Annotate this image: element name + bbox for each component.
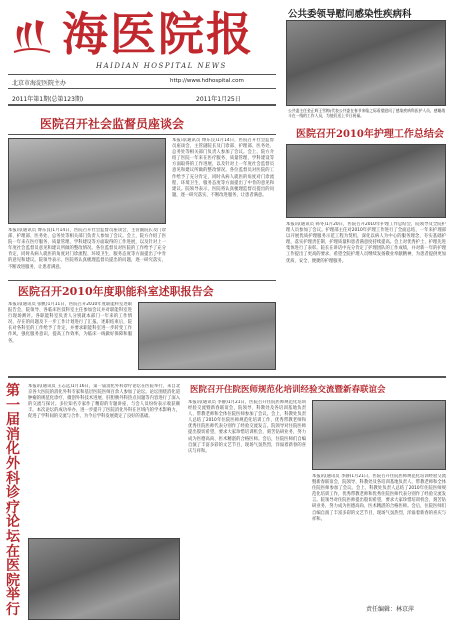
masthead-sponsor: 北京市海淀医院主办 — [12, 80, 67, 87]
masthead-title: 海医院报 — [62, 7, 254, 61]
supervisor-rule — [8, 134, 276, 135]
duty-headline: 医院召开2010年度职能科室述职报告会 — [18, 285, 214, 298]
masthead-logo-icon — [12, 16, 52, 56]
masthead-date: 2011年1月25日 — [196, 96, 241, 103]
nursing-text: 本报讯(通讯员 韩冬)1月20日，医院召开2010年护理工作总结会，院领导及全院护理人员参加了会议。护理部主任对2010年护理工作进行了全面总结，一年来护理部以开展优质护理服务示范工程为契机，深化以病人为中心的服务理念，夯实基础护理，落实护理责任制，护理质量和患者满意度持续提高。会上对优秀护士、护理先进集体进行了表彰。院长在讲话中充分肯定了护理团队的工作成绩，并对新一年的护理工作提出了更高的要求，希望全院护理人员继续发扬敬业奉献精神，为患者提供更加优质、安全、便捷的护理服务。 — [286, 222, 446, 264]
masthead-rule-2 — [8, 88, 276, 89]
supervisor-headline: 医院召开社会监督员座谈会 — [40, 117, 185, 131]
masthead-rule-3 — [8, 104, 276, 106]
surgery-headline: 第一届消化外科诊疗论坛在医院举行 — [6, 383, 20, 618]
surgery-photo — [28, 538, 180, 620]
duty-photo — [138, 302, 276, 370]
surgery-text: 本报讯(通讯员 王志远)1月16日，第一届消化外科诊疗论坛在医院举行，来自北京各大医院的消化外科专家和基层医院医师百余人参加了论坛。论坛围绕消化道肿瘤的规范化诊疗、微创外科技术进展、肝胆胰外科热点问题等内容进行了深入的交流与探讨。多位知名专家作了精彩的专题讲座，与会人员纷纷表示收获颇丰。本次论坛的成功举办，进一步提升了医院消化外科在区域内的学术影响力，促进了学科间的交流与合作，为今后学科发展奠定了良好的基础。 — [28, 384, 180, 420]
masthead-website: http://www.hdhospital.com — [170, 78, 244, 84]
surgery-top-rule — [8, 376, 446, 378]
top-right-caption: 公共委主任金正辉王雪梅(代表公共委在春节来临之际看望慰问了感染疾病科医护人员，感谢战斗在一线的工作人员，为他们送上节日祝福。 — [288, 108, 446, 118]
editor-credit: 责任编辑：林京萍 — [366, 606, 415, 613]
nursing-photo — [286, 144, 446, 218]
resident-text-cont: 本报讯(通讯员 李静)1月21日，医院召开住院医师规范化培训经验交流暨新春联谊会，院领导、科教处及各培训基地负责人、带教老师和全体住院医师参加了会议。会上，科教处负责人总结了2010年住院医师规范化培训工作，优秀带教老师和优秀住院医师代表分别作了经验交流发言。院领导对住院医师提出殷切希望，要求大家珍惜培训机会，刻苦钻研业务，努力成为医德高尚、医术精湛的合格医师。会后，住院医师们自编自演了丰富多彩的文艺节目，现场气氛热烈，洋溢着新春的喜庆与祥和。 — [312, 474, 446, 522]
supervisor-text-cont: 本报讯(通讯员 傅东良)1月14日，医院召开社会监督员座谈会，主管副院长及门诊部、护理部、医务处、总务处等相关部门负责人参加了会议。会上，院方介绍了医院一年来在医疗服务、质量管理、学科建设等方面取得的工作进展，以及针对上一年度社会监督员意见和建议所做的整改情况。各位监督员对医院的工作给予了充分肯定，同时从病人就医的角度对门诊流程、环境卫生、服务态度等方面提出了中肯的意见和建议。院领导表示，医院将认真梳理监督员提出的问题，逐一研究落实，不断改进服务，让患者满意。 — [8, 228, 166, 270]
nursing-headline: 医院召开2010年护理工作总结会 — [296, 129, 444, 140]
supervisor-photo — [8, 138, 166, 224]
masthead-rule — [8, 74, 276, 75]
duty-text: 本报讯(通讯员 张帆)1月11日，医院召开2010年度职能科室述职报告会，院领导、各临床医技科室主任参加会议并对职能科室进行现场测评。各职能科室负责人分别就本部门一年来的工作情况、存在的问题及下一步工作计划进行了汇报。述职结束后，院长对各科室的工作给予了肯定，并要求职能科室进一步转变工作作风，强化服务意识，提高工作效率，为临床一线做好保障和服务。 — [8, 302, 132, 344]
resident-headline: 医院召开住院医师规范化培训经验交流暨新春联谊会 — [190, 385, 386, 395]
resident-text: 本报讯(通讯员 李静)1月21日，医院召开住院医师规范化培训经验交流暨新春联谊会，院领导、科教处及各培训基地负责人、带教老师和全体住院医师参加了会议。会上，科教处负责人总结了2010年住院医师规范化培训工作，优秀带教老师和优秀住院医师代表分别作了经验交流发言。院领导对住院医师提出殷切希望，要求大家珍惜培训机会，刻苦钻研业务，努力成为医德高尚、医术精湛的合格医师。会后，住院医师们自编自演了丰富多彩的文艺节目，现场气氛热烈，洋溢着新春的喜庆与祥和。 — [188, 400, 306, 454]
top-right-photo — [286, 20, 446, 106]
duty-top-rule — [8, 280, 276, 281]
top-right-headline: 公共委领导慰问感染性疾病科 — [288, 9, 412, 20]
masthead-subtitle: HAIDIAN HOSPITAL NEWS — [96, 62, 227, 70]
resident-photo — [312, 400, 446, 470]
masthead-issue: 2011年第1期(总第123期) — [12, 96, 84, 103]
supervisor-text: 本报讯(通讯员 傅东良)1月14日，医院召开社会监督员座谈会，主管副院长及门诊部、护理部、医务处、总务处等相关部门负责人参加了会议。会上，院方介绍了医院一年来在医疗服务、质量管理、学科建设等方面取得的工作进展，以及针对上一年度社会监督员意见和建议所做的整改情况。各位监督员对医院的工作给予了充分肯定，同时从病人就医的角度对门诊流程、环境卫生、服务态度等方面提出了中肯的意见和建议。院领导表示，医院将认真梳理监督员提出的问题，逐一研究落实，不断改进服务，让患者满意。 — [172, 138, 274, 198]
